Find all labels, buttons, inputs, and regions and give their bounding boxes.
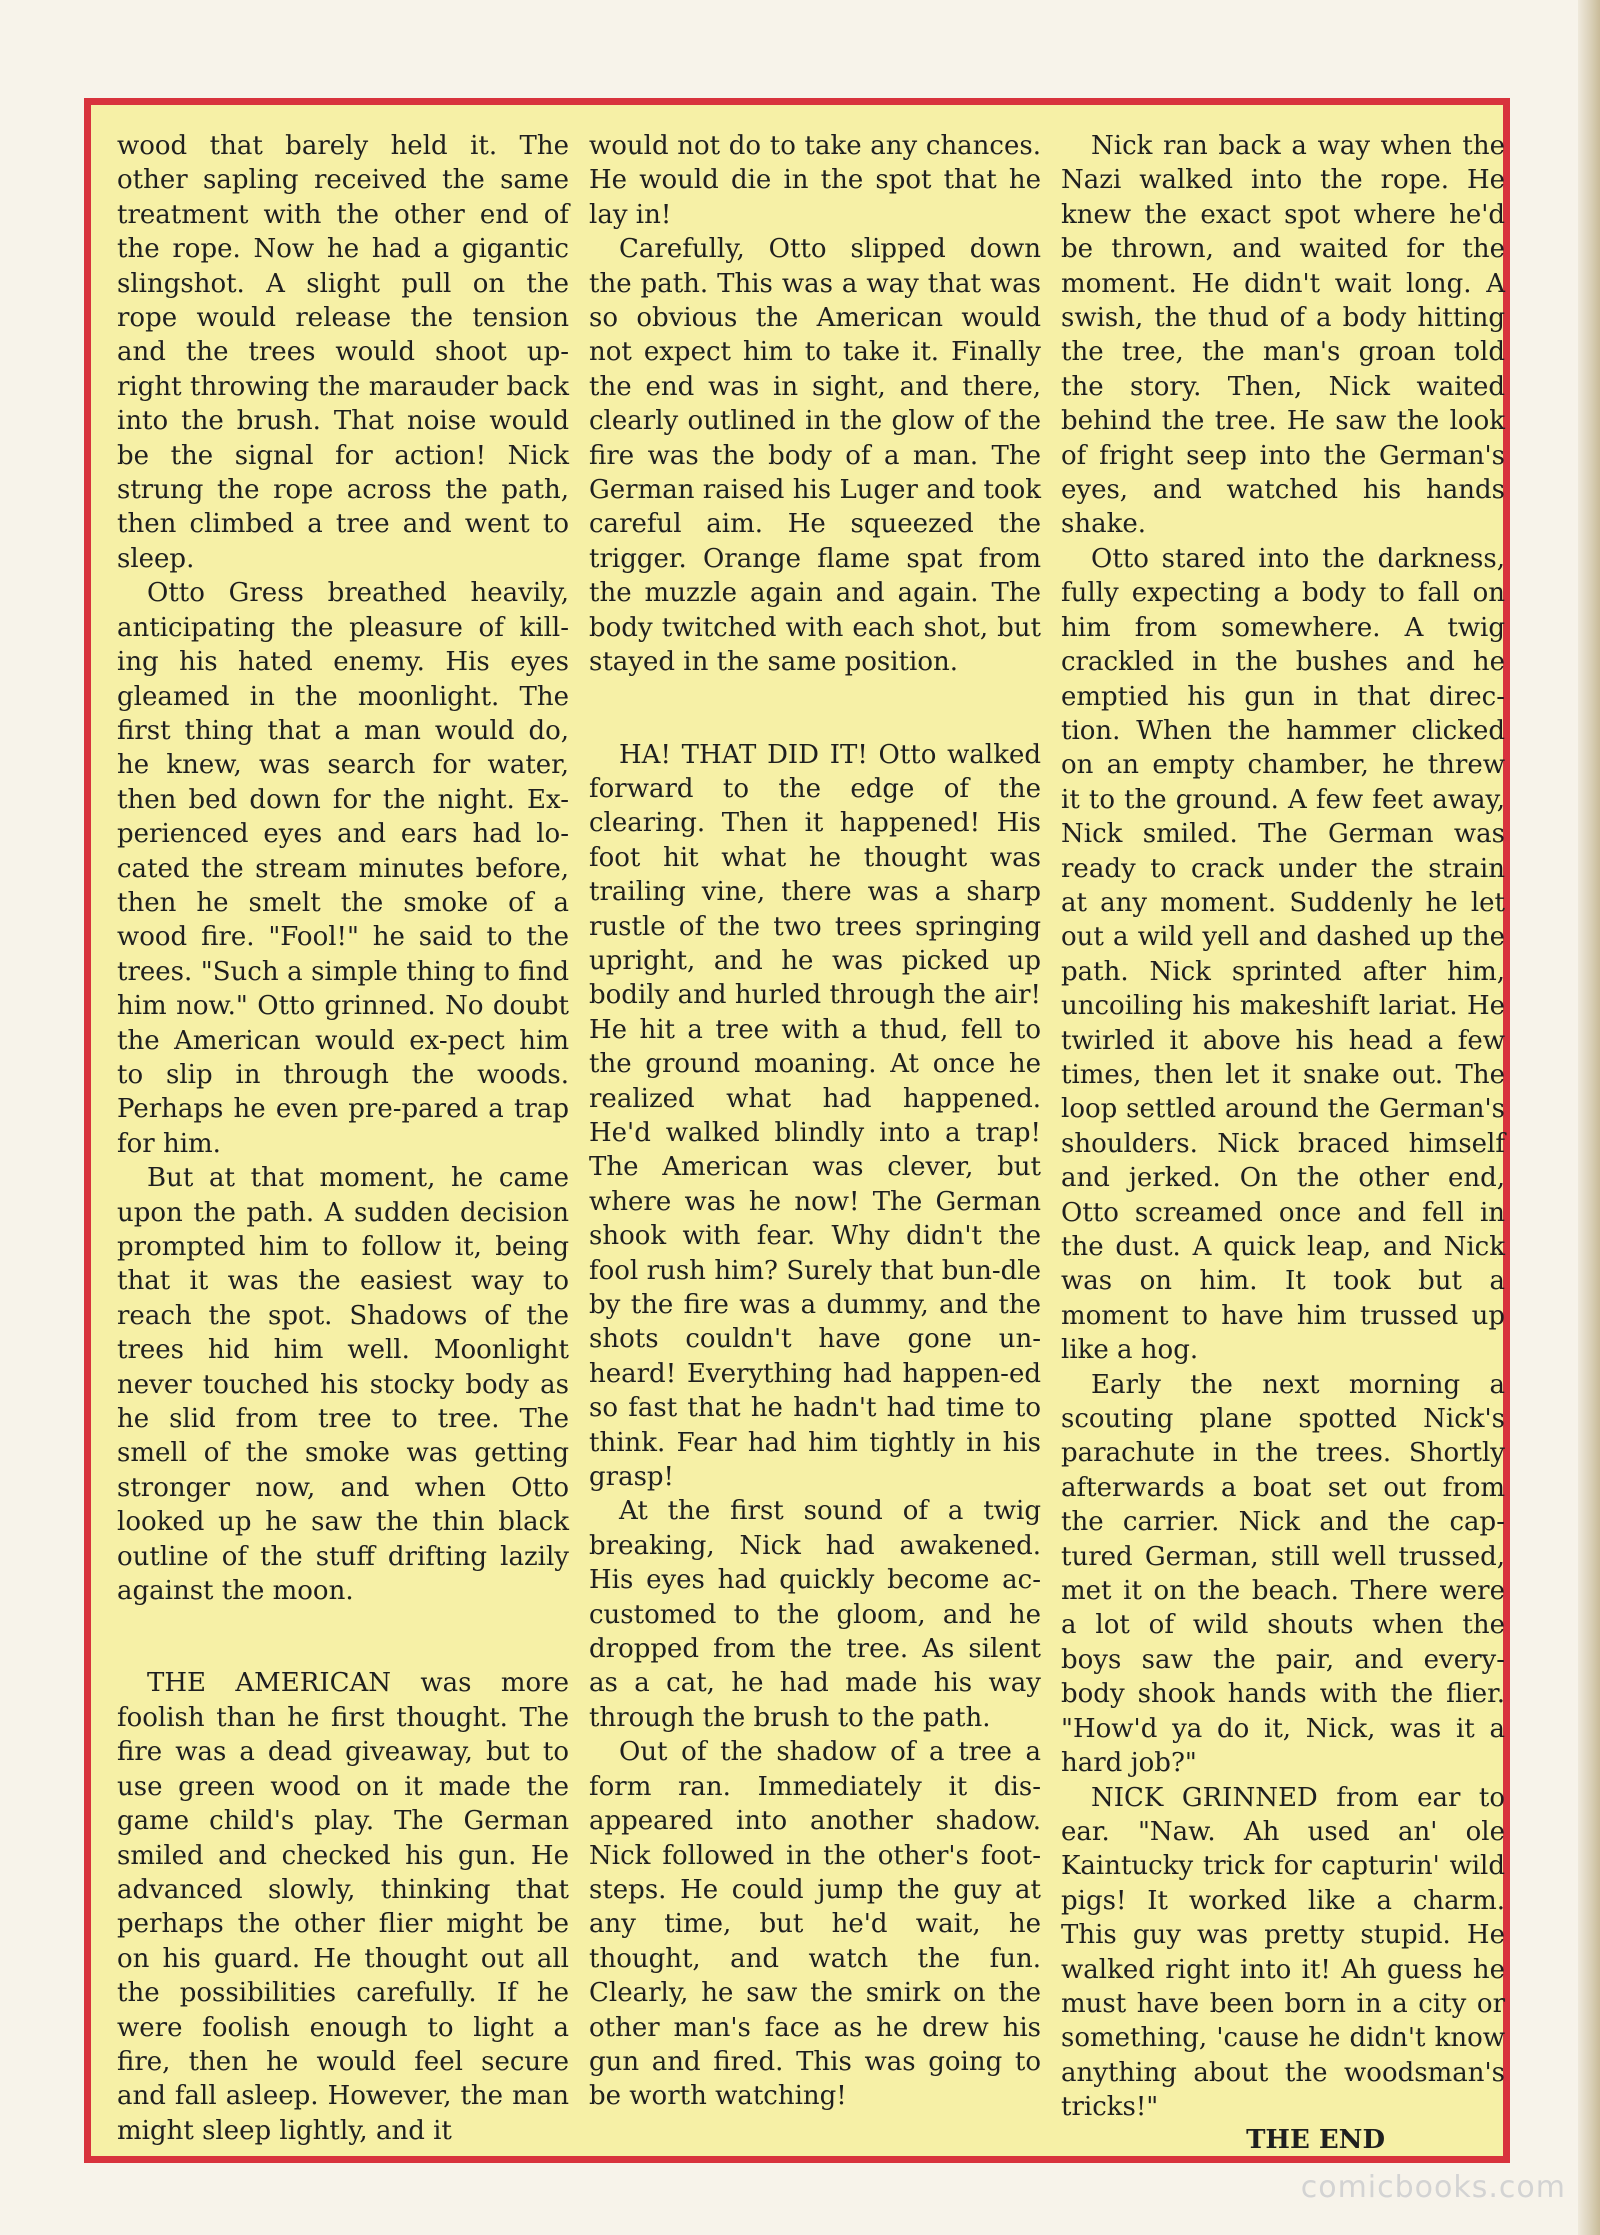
- column-2: [589, 129, 1041, 2139]
- paragraph: Out of the shadow of a tree a form ran. Immediately it dis-appeared into another shadow. Nick followed in the other's foot-steps. He could jump the guy at any time, but he'd wait, he thought, and watch the fun. Clearly, he saw the smirk on the other man's face as he drew his gun and fired. This was going to be worth watching!: [589, 1737, 1041, 2112]
- paragraph: Nick ran back a way when the Nazi walked into the rope. He knew the exact spot where he'd be thrown, and waited for the moment. He didn't wait long. A swish, the thud of a body hitting the tree, the man's groan told the story. Then, Nick waited behind the tree. He saw the look of fright seep into the German's eyes, and watched his hands shake.: [1061, 131, 1505, 540]
- paragraph: Early the next morning a scouting plane spotted Nick's parachute in the trees. Shortly afterwards a boat set out from the carrier. Nick and the cap-tured German, still well trussed, met it on the beach. There were a lot of wild shouts when the boys saw the pair, and every-body shook hands with the flier. "How'd ya do it, Nick, was it a hard job?": [1061, 1369, 1505, 1779]
- text-panel: [84, 98, 1510, 2163]
- paragraph: Otto stared into the darkness, fully expecting a body to fall on him from somewhere. A twig crackled in the bushes and he emptied his gun in that direc-tion. When the hammer clicked on an empty chamber, he threw it to the ground. A few feet away, Nick smiled. The German was ready to crack under the strain at any moment. Suddenly he let out a wild yell and dashed up the path. Nick sprinted after him, uncoiling his makeshift lariat. He twirled it above his head a few times, then let it snake out. The loop settled around the German's shoulders. Nick braced himself and jerked. On the other end, Otto screamed once and fell in the dust. A quick leap, and Nick was on him. It took but a moment to have him trussed up like a hog.: [1061, 543, 1505, 1366]
- paragraph: But at that moment, he came upon the path. A sudden decision prompted him to follow it, being that it was the easiest way to reach the spot. Shadows of the trees hid him well. Moonlight never touched his stocky body as he slid from tree to tree. The smell of the smoke was getting stronger now, and when Otto looked up he saw the thin black outline of the stuff drifting lazily against the moon.: [117, 1163, 569, 1607]
- paragraph: HA! THAT DID IT! Otto walked forward to the edge of the clearing. Then it happened! His foot hit what he thought was trailing vine, there was a sharp rustle of the two trees springing upright, and he was picked up bodily and hurled through the air! He hit a tree with a thud, fell to the ground moaning. At once he realized what had happened. He'd walked blindly into a trap! The American was clever, but where was he now! The German shook with fear. Why didn't the fool rush him? Surely that bun-dle by the fire was a dummy, and the shots couldn't have gone un-heard! Everything had happen-ed so fast that he hadn't had time to think. Fear had him tightly in his grasp!: [589, 739, 1041, 1493]
- watermark: comicbooks.com: [1300, 2170, 1566, 2205]
- column-3: [1061, 129, 1505, 2155]
- paragraph: THE AMERICAN was more foolish than he first thought. The fire was a dead giveaway, but to use green wood on it made the game child's play. The German smiled and checked his gun. He advanced slowly, thinking that perhaps the other flier might be on his guard. He thought out all the possibilities carefully. If he were foolish enough to light a fire, then he would feel secure and fall asleep. However, the man might sleep lightly, and it: [117, 1668, 569, 2146]
- paragraph: NICK GRINNED from ear to ear. "Naw. Ah used an' ole Kaintucky trick for capturin' wild pigs! It worked like a charm. This guy was pretty stupid. He walked right into it! Ah guess he must have been born in a city or something, 'cause he didn't know anything about the woodsman's tricks!": [1061, 1782, 1505, 2123]
- paragraph: At the first sound of a twig breaking, Nick had awakened. His eyes had quickly become ac-customed to the gloom, and he dropped from the tree. As silent as a cat, he had made his way through the brush to the path.: [589, 1496, 1041, 1733]
- column-1: [117, 129, 569, 2146]
- paragraph: would not do to take any chances. He would die in the spot that he lay in!: [589, 131, 1041, 230]
- end-label: THE END: [1246, 2124, 1385, 2155]
- paragraph: Carefully, Otto slipped down the path. This was a way that was so obvious the American would not expect him to take it. Finally the end was in sight, and there, clearly outlined in the glow of the fire was the body of a man. The German raised his Luger and took careful aim. He squeezed the trigger. Orange flame spat from the muzzle again and again. The body twitched with each shot, but stayed in the same position.: [589, 234, 1041, 678]
- paragraph: Otto Gress breathed heavily, anticipating the pleasure of kill-ing his hated enemy. His eyes gleamed in the moonlight. The first thing that a man would do, he knew, was search for water, then bed down for the night. Ex-perienced eyes and ears had lo-cated the stream minutes before, then he smelt the smoke of a wood fire. "Fool!" he said to the trees. "Such a simple thing to find him now." Otto grinned. No doubt the American would ex-pect him to slip in through the woods. Perhaps he even pre-pared a trap for him.: [117, 578, 569, 1159]
- paragraph: wood that barely held it. The other sapling received the same treatment with the other end of the rope. Now he had a gigantic slingshot. A slight pull on the rope would release the tension and the trees would shoot up-right throwing the marauder back into the brush. That noise would be the signal for action! Nick strung the rope across the path, then climbed a tree and went to sleep.: [117, 131, 569, 574]
- binding-edge: [1578, 0, 1600, 2235]
